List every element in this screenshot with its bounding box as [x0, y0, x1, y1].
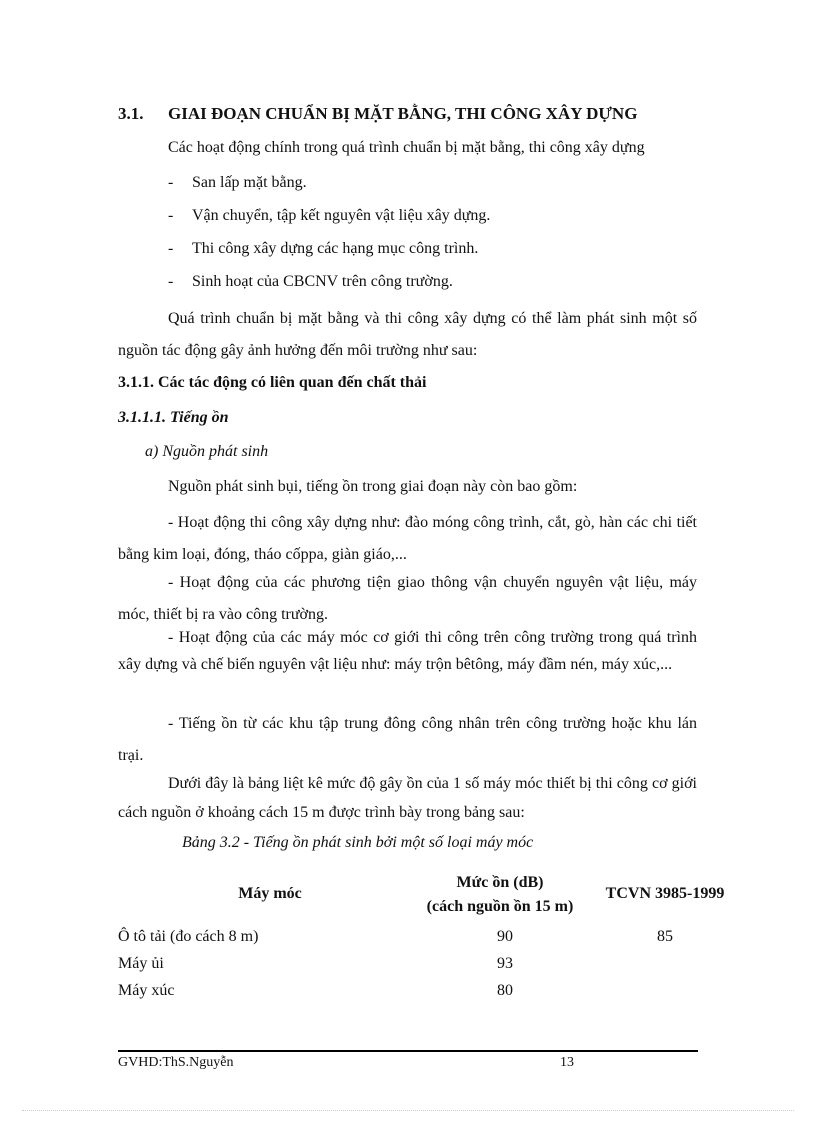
list-item: - Hoạt động của các phương tiện giao thông vận chuyển nguyên vật liệu, máy móc, thiết bị ra vào công trường.	[118, 574, 697, 623]
bullet-dash: -	[168, 207, 174, 224]
cell-level: 93	[497, 955, 513, 972]
cell-standard: 85	[657, 928, 673, 945]
list-item: Sinh hoạt của CBCNV trên công trường.	[192, 273, 453, 290]
summary-paragraph: Quá trình chuẩn bị mặt bằng và thi công xây dựng có thể làm phát sinh một số nguồn tác động gây ảnh hưởng đến môi trường như sau:	[118, 310, 697, 359]
subsection-title: 3.1.1. Các tác động có liên quan đến chất thải	[118, 374, 427, 391]
bullet-dash: -	[168, 240, 174, 257]
header-machine: Máy móc	[238, 885, 302, 902]
list-item: Thi công xây dựng các hạng mục công trình.	[192, 240, 479, 257]
list-item: - Hoạt động của các máy móc cơ giới thi công trên công trường trong quá trình xây dựng và chế biến nguyên vật liệu như: máy trộn bêtông, máy đầm nén, máy xúc,...	[118, 629, 697, 673]
cell-level: 80	[497, 982, 513, 999]
header-level-line1: Mức ồn (dB)	[456, 874, 544, 891]
list-item: Vận chuyển, tập kết nguyên vật liệu xây dựng.	[192, 207, 491, 224]
bullet-dash: -	[168, 174, 174, 191]
header-standard: TCVN 3985-1999	[605, 885, 725, 902]
page-number: 13	[560, 1055, 574, 1070]
header-level-line2: (cách nguồn ồn 15 m)	[426, 898, 574, 915]
sources-intro: Nguồn phát sinh bụi, tiếng ồn trong giai đoạn này còn bao gồm:	[168, 478, 578, 495]
list-item: San lấp mặt bằng.	[192, 174, 307, 191]
section-intro: Các hoạt động chính trong quá trình chuẩn bị mặt bằng, thi công xây dựng	[168, 139, 645, 156]
section-number: 3.1.	[118, 104, 144, 123]
list-item: - Hoạt động thi công xây dựng như: đào móng công trình, cắt, gò, hàn các chi tiết bằng kim loại, đóng, tháo cốppa, giàn giáo,...	[118, 514, 697, 563]
cell-machine: Máy ủi	[118, 955, 164, 972]
table-intro-paragraph: Dưới đây là bảng liệt kê mức độ gây ồn của 1 số máy móc thiết bị thi công cơ giới cách nguồn ở khoảng cách 15 m được trình bày trong bảng sau:	[118, 775, 697, 821]
footer-divider	[118, 1050, 698, 1052]
section-title: GIAI ĐOẠN CHUẨN BỊ MẶT BẰNG, THI CÔNG XÂY DỰNG	[168, 104, 638, 123]
subsubsection-title: 3.1.1.1. Tiếng ồn	[118, 409, 229, 426]
cell-machine: Ô tô tải (đo cách 8 m)	[118, 928, 259, 945]
list-item: - Tiếng ồn từ các khu tập trung đông công nhân trên công trường hoặc khu lán trại.	[118, 715, 697, 764]
page-edge-divider	[22, 1110, 794, 1111]
cell-machine: Máy xúc	[118, 982, 175, 999]
cell-level: 90	[497, 928, 513, 945]
table-caption: Bảng 3.2 - Tiếng ồn phát sinh bởi một số loại máy móc	[182, 834, 534, 851]
footer-author: GVHD:ThS.Nguyễn	[118, 1055, 234, 1070]
part-a-heading: a) Nguồn phát sinh	[145, 443, 269, 460]
bullet-dash: -	[168, 273, 174, 290]
